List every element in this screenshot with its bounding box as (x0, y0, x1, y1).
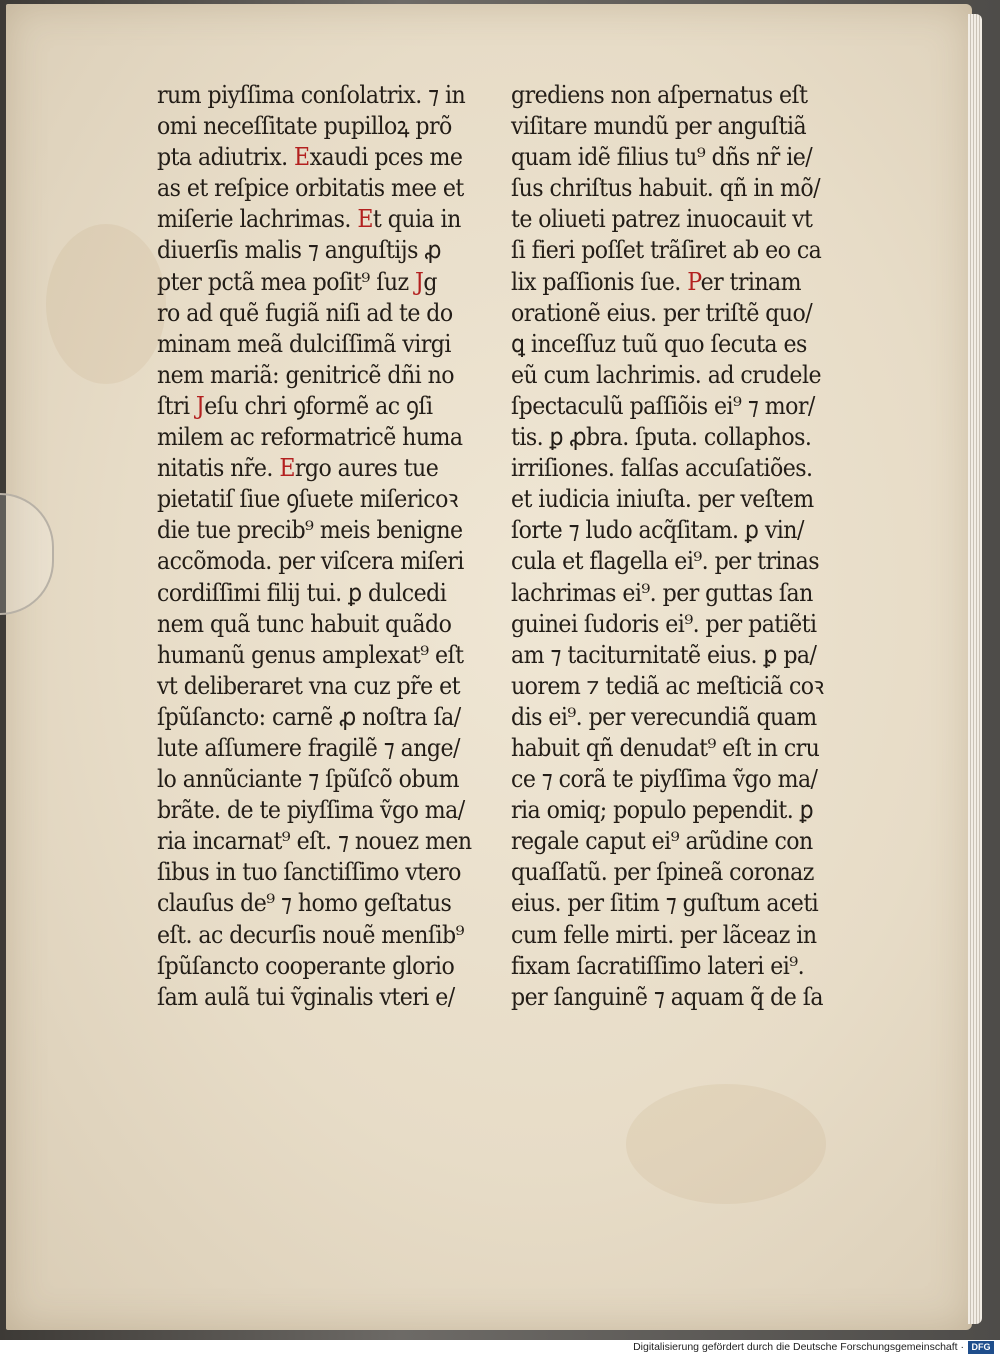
text-line: tis. ꝑ ꝓbra. ſputa. collaphos. (511, 423, 812, 452)
text-line: quam idẽ filius tu⁹ dñs nr̃ ie/ (511, 143, 813, 172)
paper-stain (46, 224, 166, 384)
text-line: diuerſis malis ⁊ anguſtijs ꝓ (157, 236, 441, 265)
rubricated-initial: J (195, 391, 205, 420)
text-line: ria omiq; populo pependit. ꝑ (511, 796, 814, 825)
text-line: omi neceſſitate pupilloꝝ prõ (157, 112, 452, 141)
text-line: nem mariã: genitricẽ dñi no (157, 360, 455, 389)
text-line: ſpũſancto cooperante glorio (157, 951, 455, 980)
text-line: ſus chriſtus habuit. qñ in mõ/ (511, 174, 821, 203)
text-line: eũ cum lachrimis. ad crudele (511, 360, 821, 389)
text-line: irriſiones. falſas accuſatiões. (511, 454, 813, 483)
text-line: guinei ſudoris ei⁹. per patiẽti (511, 609, 817, 638)
text-line: ſibus in tuo ſanctiſſimo vtero (157, 858, 461, 887)
text-line: ſi fieri poſſet trãſiret ab eo ca (511, 236, 822, 265)
text-line: et iudicia iniuſta. per veſtem (511, 485, 814, 514)
text-line: die tue precib⁹ meis benigne (157, 516, 463, 545)
text-line: te oliueti patrez inuocauit vt (511, 205, 813, 234)
text-line: as et reſpice orbitatis mee et (157, 174, 464, 203)
text-column-left (157, 80, 492, 1013)
text-line: clauſus de⁹ ⁊ homo geſtatus (157, 889, 452, 918)
text-line: ſpectaculũ paſſiõis ei⁹ ⁊ mor/ (511, 391, 815, 420)
text-line: pter pctã mea poſit⁹ ſuz Jg (157, 267, 437, 296)
text-column-right (511, 80, 846, 1013)
text-line: rum piyſſima conſolatrix. ⁊ in (157, 81, 466, 109)
footer-bar (0, 1340, 1000, 1356)
text-line: uorem ⁊ tediã ac meſticiã coꝛ (511, 671, 824, 700)
text-line: ce ⁊ corã te piyſſima ṽgo ma/ (511, 765, 818, 794)
text-line: pietatiſ ſiue ꝯſuete miſericoꝛ (157, 485, 458, 514)
text-line: dis ei⁹. per verecundiã quam (511, 702, 817, 731)
text-line: cordiſſimi filij tui. ꝑ dulcedi (157, 578, 447, 607)
text-line: minam meã dulciſſimã virgi (157, 329, 451, 358)
text-line: brãte. de te piyſſima ṽgo ma/ (157, 796, 465, 825)
text-line: ſorte ⁊ ludo acq̃ſitam. ꝑ vin/ (511, 516, 804, 545)
text-line: pta adiutrix. Exaudi pces me (157, 143, 463, 172)
text-line: nem quã tunc habuit quãdo (157, 609, 452, 638)
paper-stain (626, 1084, 826, 1204)
funding-credit: Digitalisierung gefördert durch die Deutsche Forschungsgemeinschaft · (633, 1341, 964, 1353)
text-line: ꝗ inceſſuz tuũ quo ſecuta es (511, 329, 807, 358)
text-line: quaſſatũ. per ſpineã coronaz (511, 858, 814, 887)
text-line: nitatis nr̃e. Ergo aures tue (157, 454, 439, 483)
text-line: eius. per ſitim ⁊ guſtum aceti (511, 889, 819, 918)
text-line: lo annũciante ⁊ ſpũſcõ obum (157, 765, 460, 794)
text-line: regale caput ei⁹ arũdine con (511, 827, 813, 856)
text-line: orationẽ eius. per triſtẽ quo/ (511, 298, 813, 327)
text-line: eſt. ac decurſis nouẽ menſib⁹ (157, 920, 464, 949)
rubricated-initial: E (279, 454, 295, 483)
text-line: grediens non aſpernatus eſt (511, 81, 808, 109)
dfg-logo: DFG (968, 1341, 994, 1354)
text-line: habuit qñ denudat⁹ eſt in cru (511, 733, 820, 762)
rubricated-initial: J (415, 267, 424, 296)
text-line: vt deliberaret vna cuz pr̃e et (157, 671, 460, 700)
text-line: ſam aulã tui ṽginalis vteri e/ (157, 982, 455, 1011)
text-line: ro ad quẽ fugiã niſi ad te do (157, 298, 453, 327)
text-line: am ⁊ taciturnitatẽ eius. ꝑ pa/ (511, 640, 817, 669)
rubricated-initial: E (357, 205, 373, 234)
text-line: ſpũſancto: carnẽ ꝓ noſtra ſa/ (157, 702, 461, 731)
text-line: humanũ genus amplexat⁹ eſt (157, 640, 464, 669)
text-line: lachrimas ei⁹. per guttas ſan (511, 578, 813, 607)
rubricated-initial: P (687, 267, 701, 296)
text-line: accõmoda. per viſcera miſeri (157, 547, 464, 576)
text-line: per ſanguinẽ ⁊ aquam q̃ de ſa (511, 982, 823, 1011)
text-line: viſitare mundũ per anguſtiã (511, 112, 807, 141)
text-line: miſerie lachrimas. Et quia in (157, 205, 461, 234)
text-line: cula et flagella ei⁹. per trinas (511, 547, 820, 576)
text-line: ſtri Jeſu chri ꝯformẽ ac ꝯſi (157, 391, 433, 420)
page-fore-edge (968, 14, 982, 1324)
text-line: lix paſſionis ſue. Per trinam (511, 267, 802, 296)
text-line: fixam ſacratiſſimo lateri ei⁹. (511, 951, 805, 980)
text-line: ria incarnat⁹ eſt. ⁊ nouez men (157, 827, 472, 856)
text-line: milem ac reformatricẽ huma (157, 423, 463, 452)
text-line: lute aſſumere fragilẽ ⁊ ange/ (157, 733, 460, 762)
rubricated-initial: E (294, 143, 310, 172)
text-line: cum felle mirti. per lãceaz in (511, 920, 817, 949)
